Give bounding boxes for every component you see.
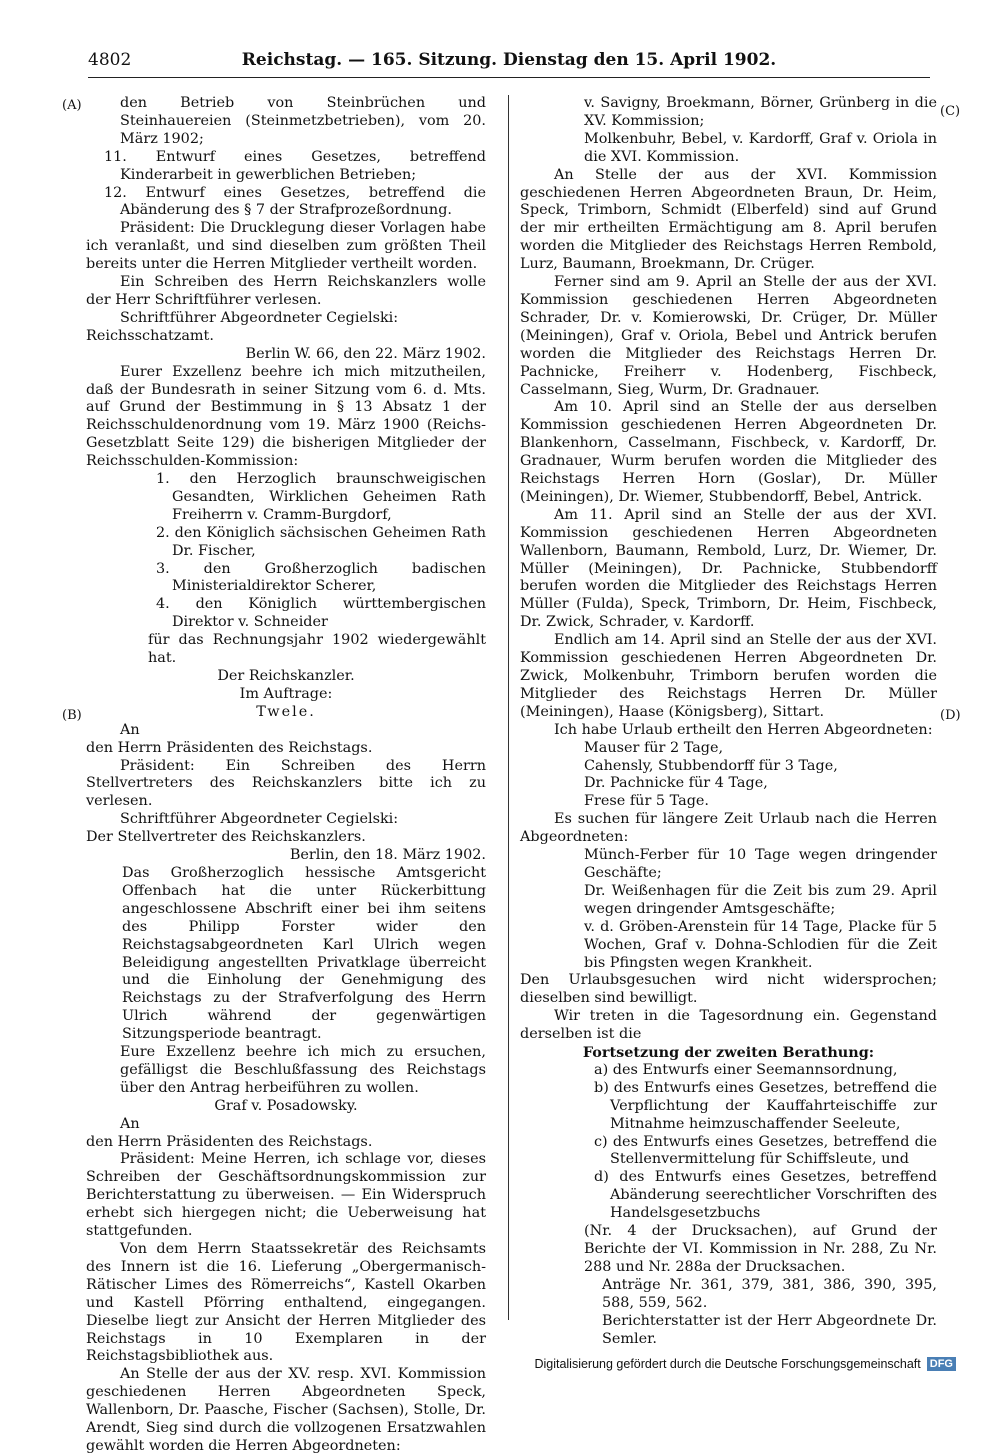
text-paragraph: An Stelle der aus der XVI. Kommission geschiedenen Herren Abgeordneten Braun, Dr. Heim, Speck, Trimborn, Schmidt (Elberfeld) sind auf Grund der mir ertheilten Ermächtigung am 8. April berufen worden die Mitglieder des Reichstags Herren Rembold, Lurz, Baumann, Broekmann, Dr. Crüger. [520,166,937,273]
leave-entry: Frese für 5 Tage. [584,793,709,810]
text-paragraph: Von dem Herrn Staatssekretär des Reichsamts des Innern ist die 16. Lieferung „Obergermanisch-Rätischer Limes des Römerreichs“, Kastell Okarben und Kastell Pförring enthaltend, eingegangen. Dieselbe liegt zur Ansicht der Herren Mitglieder des Reichstags in 10 Exemplaren in der Reichstagsbibliothek aus. [86,1241,486,1365]
footer [534,1357,956,1371]
text-paragraph: Den Urlaubsgesuchen wird nicht widersprochen; dieselben sind bewilligt. [520,972,937,1007]
leave-entry: Mauser für 2 Tage, [584,739,724,756]
text-paragraph: Am 11. April sind an Stelle der aus der XVI. Kommission geschiedenen Herren Abgeordneten Wallenborn, Baumann, Rembold, Lurz, Dr. Wiemer, Dr. Müller (Meiningen), Dr. Pachnicke, Stubbendorff berufen worden die Mitglieder des Reichstags Herren Müller (Fulda), Speck, Trimborn, Dr. Heim, Fischbeck, Dr. Zwick, Schrader, v. Kardorff. [520,506,937,631]
margin-mark-d: (D) [940,708,961,723]
margin-mark-a: (A) [62,98,82,113]
text-paragraph: Wir treten in die Tagesordnung ein. Gegenstand derselben ist die [520,1008,937,1043]
header-rule [88,77,930,78]
page-title: Reichstag. — 165. Sitzung. Dienstag den 15. April 1902. [241,50,777,70]
right-column [520,95,937,1348]
letter-date: Berlin W. 66, den 22. März 1902. [245,345,486,362]
signature-name: Twele. [256,703,316,720]
signature-name: Graf v. Posadowsky. [214,1097,358,1114]
page-number: 4802 [88,50,132,70]
text-paragraph: Anträge Nr. 361, 379, 381, 386, 390, 395, 588, 559, 562. [602,1276,937,1311]
list-item: 11. Entwurf eines Gesetzes, betreffend Kinderarbeit in gewerblichen Betrieben; [104,148,486,183]
speaker-line: Schriftführer Abgeordneter Cegielski: [120,811,399,828]
text-paragraph: Es suchen für längere Zeit Urlaub nach die Herren Abgeordneten: [520,811,937,846]
leave-entry: v. d. Gröben-Arenstein für 14 Tage, Placke für 5 Wochen, Graf v. Dohna-Schlodien für die Zeit bis Pfingsten wegen Krankheit. [584,918,937,971]
text-line: für das Rechnungsjahr 1902 wiedergewählt hat. [148,632,486,667]
speaker-paragraph: Präsident: Die Drucklegung dieser Vorlagen habe ich veranlaßt, und sind dieselben zum größten Theil bereits unter die Herren Mitglieder vertheilt worden. [86,220,486,273]
text-paragraph: Berichterstatter ist der Herr Abgeordnete Dr. Semler. [602,1312,937,1347]
list-item: 1. den Herzoglich braunschweigischen Gesandten, Wirklichen Geheimen Rath Freiherrn v. Cramm-Burgdorf, [156,471,486,523]
text-paragraph: Endlich am 14. April sind an Stelle der aus der XVI. Kommission geschiedenen Herren Abgeordneten Dr. Zwick, Molkenbuhr, Trimborn berufen worden die Mitglieder des Reichstags Herren Dr. Müller (Meiningen), Haase (Königsberg), Sittart. [520,632,937,720]
agenda-item: d) des Entwurfs eines Gesetzes, betreffend Abänderung seerechtlicher Vorschriften des Handelsgesetzbuchs [594,1169,937,1222]
address-line: den Herrn Präsidenten des Reichstags. [86,739,373,756]
leave-entry: Dr. Pachnicke für 4 Tage, [584,775,768,792]
text-paragraph: Molkenbuhr, Bebel, v. Kardorff, Graf v. Oriola in die XVI. Kommission. [584,130,937,165]
leave-entry: Dr. Weißenhagen für die Zeit bis zum 29. April wegen dringender Amtsgeschäfte; [584,882,937,917]
speaker-paragraph: Präsident: Meine Herren, ich schlage vor, dieses Schreiben der Geschäftsordnungskommission zur Berichterstattung zu überweisen. — Ein Widerspruch erhebt sich hiergegen nicht; die Ueberweisung hat stattgefunden. [86,1151,486,1240]
list-item: 4. den Königlich württembergischen Direktor v. Schneider [156,596,486,631]
text-paragraph: Am 10. April sind an Stelle der aus derselben Kommission geschiedenen Herren Abgeordneten Dr. Blankenhorn, Casselmann, Fischbeck, v. Kardorff, Dr. Gradnauer, Wurm berufen worden die Mitglieder des Reichstags Herren Horn (Goslar), Dr. Müller (Meiningen), Dr. Wiemer, Stubbendorff, Bebel, Antrick. [520,399,937,505]
letter-body: Eurer Exzellenz beehre ich mich mitzutheilen, daß der Bundesrath in seiner Sitzung vom 6. d. Mts. auf Grund der Bestimmung in § 13 Absatz 1 der Reichsschuldenordnung vom 19. März 1900 (Reichs-Gesetzblatt Seite 129) die bisherigen Mitglieder der Reichsschulden-Kommission: [86,363,486,470]
speaker-paragraph: Präsident: Ein Schreiben des Herrn Stellvertreters des Reichskanzlers bitte ich zu verlesen. [86,757,486,810]
list-item: 3. den Großherzoglich badischen Ministerialdirektor Scherer, [156,560,486,595]
page-header [88,50,930,76]
agenda-item: b) des Entwurfs eines Gesetzes, betreffend die Verpflichtung der Kauffahrteischiffe zur Mitnahme heimzuschaffender Seeleute, [594,1079,937,1132]
margin-mark-c: (C) [940,104,961,119]
letter-sender: Der Stellvertreter des Reichskanzlers. [86,829,366,846]
list-item: 12. Entwurf eines Gesetzes, betreffend die Abänderung des § 7 der Strafprozeßordnung. [104,184,486,219]
leave-entry: Münch-Ferber für 10 Tage wegen dringender Geschäfte; [584,847,937,881]
letter-body: Das Großherzoglich hessische Amtsgericht Offenbach hat die unter Rückerbittung angeschlossene Abschrift einer bei ihm seitens des Philipp Forster wider den Reichstagsabgeordneten Karl Ulrich wegen Beleidigung angestellten Privatklage überreicht und die Einholung der Genehmigung des Reichstags zu der Strafverfolgung des Herrn Ulrich während der gegenwärtigen Sitzungsperiode beantragt. [122,864,486,1043]
letter-sender: Reichsschatzamt. [86,327,214,344]
signature-line: Im Auftrage: [239,685,333,702]
text-paragraph: den Betrieb von Steinbrüchen und Steinhauereien (Steinmetzbetrieben), vom 20. März 1902; [120,95,486,147]
address-line: An [120,1115,140,1132]
text-paragraph: Ich habe Urlaub ertheilt den Herren Abgeordneten: [554,721,933,738]
left-column [86,95,486,1456]
letter-body: Eure Exzellenz beehre ich mich zu ersuchen, gefälligst die Beschlußfassung des Reichstags über den Antrag herbeiführen zu wollen. [120,1044,486,1096]
text-paragraph: (Nr. 4 der Drucksachen), auf Grund der Berichte der VI. Kommission in Nr. 288, Zu Nr. 288 und Nr. 288a der Drucksachen. [584,1223,937,1275]
text-paragraph: An Stelle der aus der XV. resp. XVI. Kommission geschiedenen Herren Abgeordneten Speck, Wallenborn, Dr. Paasche, Fischer (Sachsen), Stolle, Dr. Arendt, Sieg sind durch die vollzogenen Ersatzwahlen gewählt worden die Herren Abgeordneten: [86,1366,487,1454]
address-line: den Herrn Präsidenten des Reichstags. [86,1133,373,1150]
letter-date: Berlin, den 18. März 1902. [289,847,486,864]
text-paragraph: Ferner sind am 9. April an Stelle der aus der XVI. Kommission geschiedenen Herren Abgeordneten Schrader, Dr. v. Komierowski, Dr. Crüger, Dr. Müller (Meiningen), Graf v. Oriola, Bebel und Antrick berufen worden die Mitglieder des Reichstags Herren Dr. Pachnicke, Freiherr v. Hodenberg, Fischbeck, Casselmann, Sieg, Wurm, Dr. Gradnauer. [520,274,937,398]
column-rule [508,95,509,1320]
dfg-logo: DFG [927,1357,956,1371]
margin-mark-b: (B) [62,708,82,723]
text-paragraph: v. Savigny, Broekmann, Börner, Grünberg in die XV. Kommission; [584,95,937,129]
footer-text: Digitalisierung gefördert durch die Deutsche Forschungsgemeinschaft [534,1357,921,1371]
address-line: An [120,721,140,738]
list-item: 2. den Königlich sächsischen Geheimen Rath Dr. Fischer, [156,524,486,559]
speaker-line: Schriftführer Abgeordneter Cegielski: [120,309,399,326]
signature-line: Der Reichskanzler. [217,668,355,684]
agenda-item: c) des Entwurfs eines Gesetzes, betreffend die Stellenvermittelung für Schiffsleute, und [594,1133,937,1168]
agenda-item: a) des Entwurfs einer Seemannsordnung, [594,1061,898,1078]
agenda-heading: Fortsetzung der zweiten Berathung: [582,1044,875,1062]
leave-entry: Cahensly, Stubbendorff für 3 Tage, [584,757,838,774]
text-paragraph: Ein Schreiben des Herrn Reichskanzlers wolle der Herr Schriftführer verlesen. [86,274,486,308]
